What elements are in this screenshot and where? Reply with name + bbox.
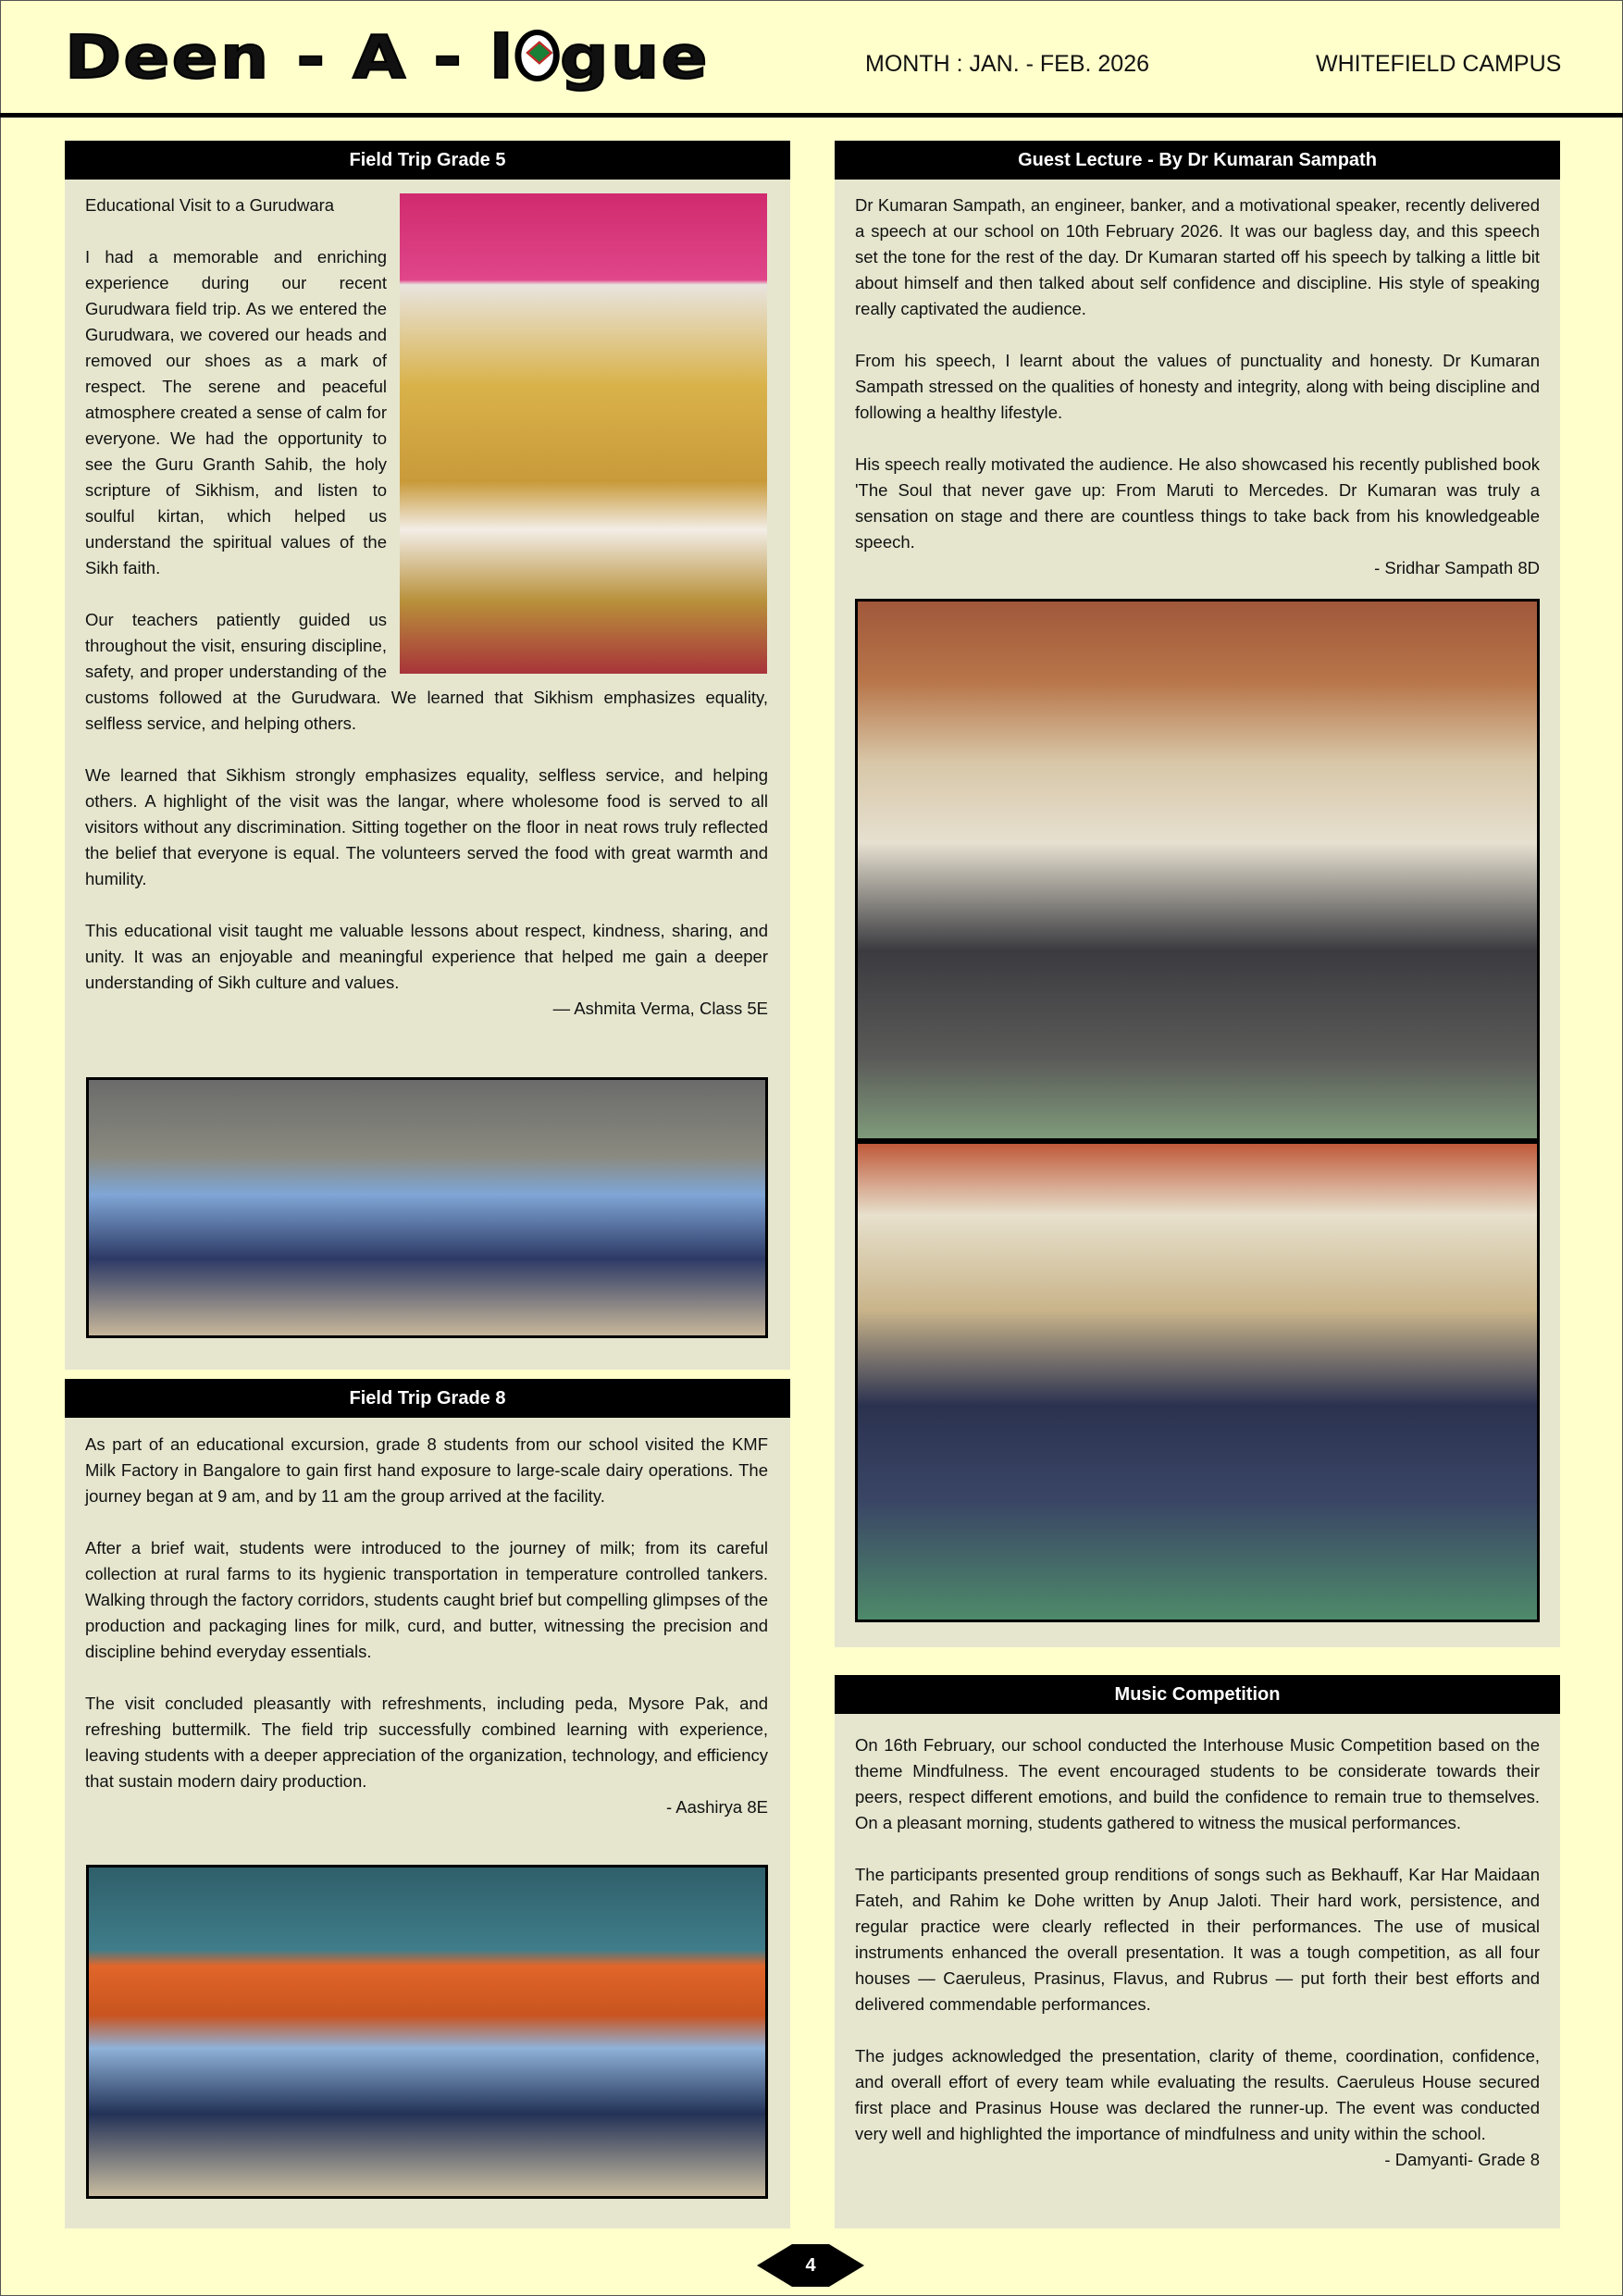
section-title: Guest Lecture - By Dr Kumaran Sampath [835, 141, 1560, 180]
paragraph: This educational visit taught me valuable lessons about respect, kindness, sharing, and unity. It was an enjoyable and meaningful experience that helped me gain a deeper understanding of Sikh culture and values. [85, 921, 768, 992]
masthead [0, 0, 1623, 118]
campus-name: WHITEFIELD CAMPUS [1316, 51, 1562, 77]
lecture-audience-photo-2 [855, 1141, 1540, 1622]
field-trip-5-text-top [85, 192, 387, 244]
paragraph: Dr Kumaran Sampath, an engineer, banker, and a motivational speaker, recently delivered a speech at our school on 10th February 2026. It was our bagless day, and this speech set the tone for the rest of the day. Dr Kumaran started off his speech by talking a little bit about himself and then talked about self confidence and discipline. His style of speaking really captivated the audience. [855, 195, 1540, 318]
school-emblem-icon [515, 30, 560, 81]
paragraph: Our teachers patiently guided us throughout the visit, ensuring discipline, safety, and proper understanding of the customs followed at the Gurudwara. We learned that Sikhism emphasizes equality, selfless service, and helping others. [85, 610, 768, 733]
paragraph: From his speech, I learnt about the values of punctuality and honesty. Dr Kumaran Sampath stressed on the qualities of honesty and integrity, along with being discipline and following a healthy lifestyle. [855, 351, 1540, 422]
article-subtitle: Educational Visit to a Gurudwara [85, 195, 335, 215]
paragraph: On 16th February, our school conducted the Interhouse Music Competition based on the theme Mindfulness. The event encouraged students to be considerate towards their peers, respect different emotions, and build the confidence to remain true to themselves. On a pleasant morning, students gathered to witness the musical performances. [855, 1735, 1540, 1832]
section-title: Music Competition [835, 1675, 1560, 1714]
page-number: 4 [805, 2255, 816, 2276]
author-signature: - Sridhar Sampath 8D [1374, 558, 1540, 577]
field-trip-5-body [85, 244, 768, 1022]
lecture-audience-photo-1 [855, 599, 1540, 1141]
section-title: Field Trip Grade 8 [65, 1379, 790, 1418]
grade-5-group-photo [86, 1077, 768, 1338]
field-trip-8-body [85, 1432, 768, 1820]
guest-lecture-body [855, 192, 1540, 581]
author-signature: - Damyanti- Grade 8 [1384, 2150, 1540, 2169]
music-body [855, 1732, 1540, 2173]
paragraph: I had a memorable and enriching experience during our recent Gurudwara field trip. As we entered the Gurudwara, we covered our heads and removed our shoes as a mark of respect. The serene and peaceful atmosphere created a sense of calm for everyone. We had the opportunity to see the Guru Granth Sahib, the holy scripture of Sikhism, and listen to soulful kirtan, which helped us understand the spiritual values of the Sikh faith. [85, 247, 387, 577]
newsletter-logo: Deen - A - l gue [65, 24, 710, 93]
section-title: Field Trip Grade 5 [65, 141, 790, 180]
author-signature: - Aashirya 8E [665, 1797, 768, 1817]
paragraph: After a brief wait, students were introduced to the journey of milk; from its careful collection at rural farms to its hygienic transportation in temperature controlled tankers. Walking through the factory corridors, students caught brief but compelling glimpses of the production and packaging lines for milk, curd, and butter, witnessing the precision and discipline behind everyday essentials. [85, 1538, 768, 1661]
paragraph: His speech really motivated the audience. He also showcased his recently published book 'The Soul that never gave up: From Maruti to Mercedes. Dr Kumaran was truly a sensation on stage and there are countless things to take back from his knowledgeable speech. [855, 454, 1540, 552]
paragraph: The visit concluded pleasantly with refreshments, including peda, Mysore Pak, and refreshing buttermilk. The field trip successfully combined learning with experience, leaving students with a deeper appreciation of the organization, technology, and efficiency that sustain modern dairy production. [85, 1694, 768, 1791]
paragraph: The judges acknowledged the presentation, clarity of theme, coordination, confidence, and overall effort of every team while evaluating the results. Caeruleus House secured first place and Prasinus House was declared the runner-up. The event was conducted very well and highlighted the importance of mindfulness and unity within the school. [855, 2046, 1540, 2143]
paragraph: As part of an educational excursion, grade 8 students from our school visited the KMF Milk Factory in Bangalore to gain first hand exposure to large-scale dairy operations. The journey began at 9 am, and by 11 am the group arrived at the facility. [85, 1434, 768, 1506]
paragraph: The participants presented group renditions of songs such as Bekhauff, Kar Har Maidaan Fateh, and Rahim ke Dohe written by Anup Jaloti. Their hard work, persistence, and regular practice were clearly reflected in their performances. The use of musical instruments enhanced the overall presentation. It was a tough competition, as all four houses — Caeruleus, Prasinus, Flavus, and Rubrus — put forth their best efforts and delivered commendable performances. [855, 1865, 1540, 2014]
issue-month: MONTH : JAN. - FEB. 2026 [865, 51, 1150, 77]
page-number-badge [757, 2244, 864, 2287]
grade-8-group-photo [86, 1865, 768, 2199]
paragraph: We learned that Sikhism strongly emphasizes equality, selfless service, and helping others. A highlight of the visit was the langar, where wholesome food is served to all visitors without any discrimination. Sitting together on the floor in neat rows truly reflected the belief that everyone is equal. The volunteers served the food with great warmth and humility. [85, 765, 768, 888]
author-signature: — Ashmita Verma, Class 5E [552, 999, 768, 1018]
